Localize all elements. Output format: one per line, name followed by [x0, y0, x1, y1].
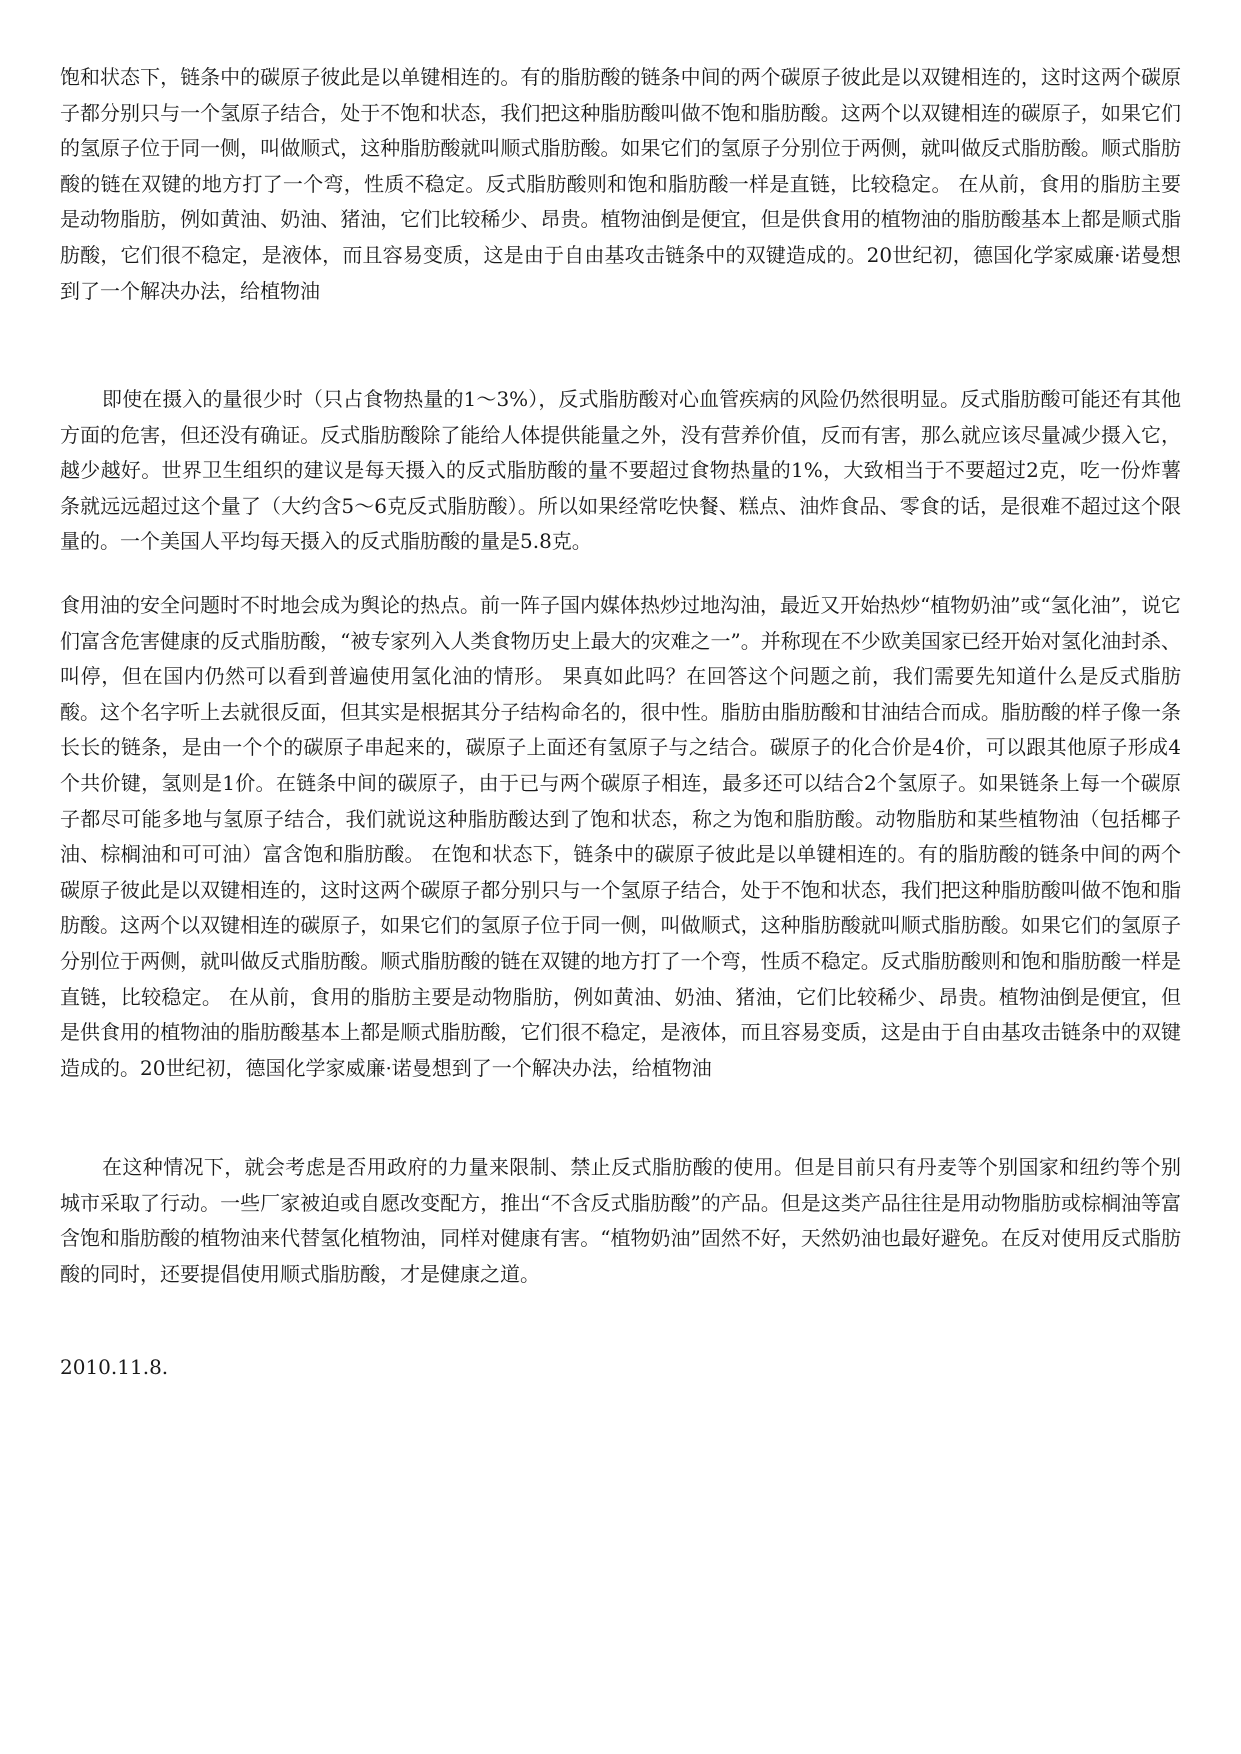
- paragraph-1: 饱和状态下，链条中的碳原子彼此是以单键相连的。有的脂肪酸的链条中间的两个碳原子彼此是以双键相连的，这时这两个碳原子都分别只与一个氢原子结合，处于不饱和状态，我们把这种脂肪酸叫做不饱和脂肪酸。这两个以双键相连的碳原子，如果它们的氢原子位于同一侧，叫做顺式，这种脂肪酸就叫顺式脂肪酸。如果它们的氢原子分别位于两侧，就叫做反式脂肪酸。顺式脂肪酸的链在双键的地方打了一个弯，性质不稳定。反式脂肪酸则和饱和脂肪酸一样是直链，比较稳定。 在从前，食用的脂肪主要是动物脂肪，例如黄油、奶油、猪油，它们比较稀少、昂贵。植物油倒是便宜，但是供食用的植物油的脂肪酸基本上都是顺式脂肪酸，它们很不稳定，是液体，而且容易变质，这是由于自由基攻击链条中的双键造成的。20世纪初，德国化学家威廉·诺曼想到了一个解决办法，给植物油: [60, 65, 1181, 303]
- paragraph-4: 在这种情况下，就会考虑是否用政府的力量来限制、禁止反式脂肪酸的使用。但是目前只有丹麦等个别国家和纽约等个别城市采取了行动。一些厂家被迫或自愿改变配方，推出“不含反式脂肪酸”的产品。但是这类产品往往是用动物脂肪或棕榈油等富含饱和脂肪酸的植物油来代替氢化植物油，同样对健康有害。“植物奶油”固然不好，天然奶油也最好避免。在反对使用反式脂肪酸的同时，还要提倡使用顺式脂肪酸，才是健康之道。: [60, 1155, 1181, 1286]
- document-date: 2010.11.8.: [60, 1355, 169, 1379]
- paragraph-3: 食用油的安全问题时不时地会成为舆论的热点。前一阵子国内媒体热炒过地沟油，最近又开始热炒“植物奶油”或“氢化油”，说它们富含危害健康的反式脂肪酸，“被专家列入人类食物历史上最大的灾难之一”。并称现在不少欧美国家已经开始对氢化油封杀、叫停，但在国内仍然可以看到普遍使用氢化油的情形。 果真如此吗？在回答这个问题之前，我们需要先知道什么是反式脂肪酸。这个名字听上去就很反面，但其实是根据其分子结构命名的，很中性。脂肪由脂肪酸和甘油结合而成。脂肪酸的样子像一条长长的链条，是由一个个的碳原子串起来的，碳原子上面还有氢原子与之结合。碳原子的化合价是4价，可以跟其他原子形成4个共价键，氢则是1价。在链条中间的碳原子，由于已与两个碳原子相连，最多还可以结合2个氢原子。如果链条上每一个碳原子都尽可能多地与氢原子结合，我们就说这种脂肪酸达到了饱和状态，称之为饱和脂肪酸。动物脂肪和某些植物油（包括椰子油、棕榈油和可可油）富含饱和脂肪酸。 在饱和状态下，链条中的碳原子彼此是以单键相连的。有的脂肪酸的链条中间的两个碳原子彼此是以双键相连的，这时这两个碳原子都分别只与一个氢原子结合，处于不饱和状态，我们把这种脂肪酸叫做不饱和脂肪酸。这两个以双键相连的碳原子，如果它们的氢原子位于同一侧，叫做顺式，这种脂肪酸就叫顺式脂肪酸。如果它们的氢原子分别位于两侧，就叫做反式脂肪酸。顺式脂肪酸的链在双键的地方打了一个弯，性质不稳定。反式脂肪酸则和饱和脂肪酸一样是直链，比较稳定。 在从前，食用的脂肪主要是动物脂肪，例如黄油、奶油、猪油，它们比较稀少、昂贵。植物油倒是便宜，但是供食用的植物油的脂肪酸基本上都是顺式脂肪酸，它们很不稳定，是液体，而且容易变质，这是由于自由基攻击链条中的双键造成的。20世纪初，德国化学家威廉·诺曼想到了一个解决办法，给植物油: [60, 593, 1181, 1080]
- paragraph-2: 即使在摄入的量很少时（只占食物热量的1～3%），反式脂肪酸对心血管疾病的风险仍然很明显。反式脂肪酸可能还有其他方面的危害，但还没有确证。反式脂肪酸除了能给人体提供能量之外，没有营养价值，反而有害，那么就应该尽量减少摄入它，越少越好。世界卫生组织的建议是每天摄入的反式脂肪酸的量不要超过食物热量的1%，大致相当于不要超过2克，吃一份炸薯条就远远超过这个量了（大约含5～6克反式脂肪酸）。所以如果经常吃快餐、糕点、油炸食品、零食的话，是很难不超过这个限量的。一个美国人平均每天摄入的反式脂肪酸的量是5.8克。: [60, 387, 1181, 554]
